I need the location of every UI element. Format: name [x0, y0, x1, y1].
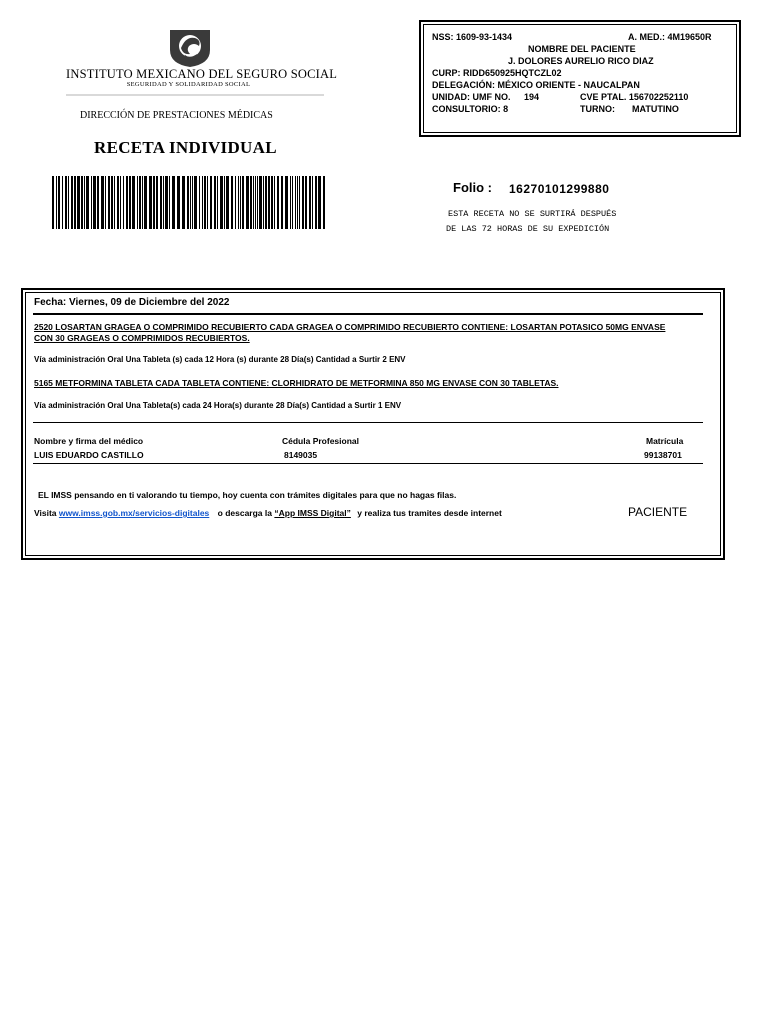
visit-middle: o descarga la	[217, 508, 272, 518]
imss-eagle-logo-icon	[168, 28, 212, 68]
barcode-bar	[323, 176, 325, 229]
barcode-bar	[163, 176, 164, 229]
barcode-bar	[253, 176, 254, 229]
barcode-bar	[169, 176, 170, 229]
barcode-bar	[144, 176, 147, 229]
barcode-bar	[93, 176, 96, 229]
patient-name-label: NOMBRE DEL PACIENTE	[528, 44, 636, 54]
barcode-bar	[165, 176, 168, 229]
barcode-bar	[240, 176, 241, 229]
patient-consultorio: CONSULTORIO: 8	[432, 104, 509, 114]
barcode-bar	[312, 176, 313, 229]
doctor-name: LUIS EDUARDO CASTILLO	[34, 450, 144, 460]
barcode-bar	[77, 176, 80, 229]
barcode-bar	[250, 176, 252, 229]
barcode-bar	[309, 176, 311, 229]
medication-1-title-line-2: CON 30 GRAGEAS O COMPRIMIDOS RECUBIERTOS.	[34, 333, 250, 343]
barcode-bar	[217, 176, 218, 229]
barcode-bar	[263, 176, 264, 229]
institution-name: INSTITUTO MEXICANO DEL SEGURO SOCIAL	[66, 67, 338, 81]
barcode-bar	[129, 176, 131, 229]
barcode-bar	[68, 176, 69, 229]
barcode-bar	[210, 176, 212, 229]
barcode-bar	[220, 176, 223, 229]
barcode-bar	[285, 176, 288, 229]
date-divider	[33, 313, 703, 315]
barcode-bar	[177, 176, 180, 229]
visit-suffix: y realiza tus tramites desde internet	[357, 508, 502, 518]
patient-delegacion: DELEGACIÓN: MÉXICO ORIENTE - NAUCALPAN	[432, 80, 640, 90]
medication-2-title: 5165 METFORMINA TABLETA CADA TABLETA CONTIENE: CLORHIDRATO DE METFORMINA 850 MG ENVASE CON 30 TABLETAS.	[34, 378, 559, 388]
barcode-bar	[224, 176, 225, 229]
barcode-bar	[226, 176, 229, 229]
barcode-bar	[259, 176, 262, 229]
barcode-bar	[290, 176, 291, 229]
direction-heading: DIRECCIÓN DE PRESTACIONES MÉDICAS	[80, 110, 273, 121]
patient-nss: NSS: 1609-93-1434	[432, 32, 513, 42]
copy-label: PACIENTE	[628, 505, 688, 519]
barcode-bar	[139, 176, 141, 229]
visit-prefix: Visita	[34, 508, 57, 518]
institution-subtitle: SEGURIDAD Y SOLIDARIDAD SOCIAL	[126, 81, 251, 88]
barcode-bar	[231, 176, 233, 229]
barcode-bar	[207, 176, 208, 229]
matricula-label: Matrícula	[646, 436, 684, 446]
app-imss-digital: “App IMSS Digital”	[274, 508, 351, 518]
barcode-bar	[132, 176, 135, 229]
barcode-bar	[105, 176, 106, 229]
matricula-number: 99138701	[644, 450, 682, 460]
barcode-bar	[274, 176, 275, 229]
patient-turno-value: MATUTINO	[632, 104, 679, 114]
barcode-bar	[199, 176, 200, 229]
barcode-bar	[271, 176, 273, 229]
cedula-number: 8149035	[284, 450, 318, 460]
barcode-bar	[257, 176, 258, 229]
barcode-bar	[202, 176, 203, 229]
barcode-bar	[305, 176, 307, 229]
patient-unidad-value: 194	[524, 92, 540, 102]
cedula-label: Cédula Profesional	[282, 436, 359, 446]
barcode-bar	[91, 176, 92, 229]
barcode-bar	[117, 176, 119, 229]
barcode-bar	[235, 176, 236, 229]
barcode-bar	[65, 176, 67, 229]
barcode-bar	[194, 176, 197, 229]
patient-curp: CURP: RIDD650925HQTCZL02	[432, 68, 562, 78]
patient-info-box	[419, 20, 741, 137]
barcode-bar	[114, 176, 115, 229]
barcode-bar	[52, 176, 54, 229]
barcode-bar	[74, 176, 76, 229]
barcode-bar	[71, 176, 73, 229]
barcode-bar	[182, 176, 185, 229]
barcode-bar	[126, 176, 128, 229]
barcode-bar	[246, 176, 249, 229]
barcode-bar	[315, 176, 317, 229]
barcode-bar	[108, 176, 110, 229]
barcode-bar	[56, 176, 57, 229]
barcode-bar	[86, 176, 89, 229]
barcode-bar	[297, 176, 298, 229]
doctor-name-label: Nombre y firma del médico	[34, 436, 144, 446]
signature-divider	[33, 463, 703, 464]
barcode-bar	[187, 176, 189, 229]
barcode-bar	[156, 176, 158, 229]
barcode-bar	[84, 176, 85, 229]
barcode-bar	[281, 176, 283, 229]
folio-label: Folio :	[453, 180, 492, 195]
visit-line	[34, 508, 502, 518]
barcode-bar	[292, 176, 293, 229]
barcode-bar	[153, 176, 155, 229]
barcode-bar	[62, 176, 63, 229]
patient-unidad-label: UNIDAD: UMF NO.	[432, 92, 511, 102]
barcode-bar	[214, 176, 216, 229]
barcode-bar	[242, 176, 244, 229]
patient-cve-ptal: CVE PTAL. 156702252110	[580, 92, 689, 102]
barcode-bar	[142, 176, 143, 229]
barcode-bar	[149, 176, 152, 229]
imss-services-link[interactable]: www.imss.gob.mx/servicios-digitales	[58, 508, 210, 518]
patient-turno-label: TURNO:	[580, 104, 615, 114]
barcode-bar	[255, 176, 256, 229]
barcode-bar	[58, 176, 60, 229]
barcode-bar	[120, 176, 121, 229]
barcode-bar	[123, 176, 124, 229]
barcode-bar	[302, 176, 304, 229]
barcode-bar	[299, 176, 300, 229]
validity-note-line-2: DE LAS 72 HORAS DE SU EXPEDICIÓN	[446, 224, 610, 234]
barcode-bar	[111, 176, 113, 229]
barcode-bar	[192, 176, 193, 229]
imss-digital-message: EL IMSS pensando en ti valorando tu tiempo, hoy cuenta con trámites digitales para que no hagas filas.	[38, 490, 457, 500]
barcode-bar	[318, 176, 321, 229]
prescription-date: Fecha: Viernes, 09 de Diciembre del 2022	[34, 297, 230, 308]
barcode	[52, 176, 325, 229]
barcode-bar	[238, 176, 239, 229]
barcode-bar	[101, 176, 104, 229]
barcode-bar	[277, 176, 279, 229]
barcode-bar	[137, 176, 138, 229]
patient-name: J. DOLORES AURELIO RICO DIAZ	[508, 56, 654, 66]
barcode-bar	[268, 176, 270, 229]
patient-a-med: A. MED.: 4M19650R	[628, 32, 712, 42]
validity-note-line-1: ESTA RECETA NO SE SURTIRÁ DESPUÉS	[448, 209, 617, 219]
barcode-bar	[295, 176, 296, 229]
barcode-bar	[190, 176, 191, 229]
barcode-bar	[81, 176, 83, 229]
medication-1-instructions: Vía administración Oral Una Tableta (s) cada 12 Hora (s) durante 28 Día(s) Cantidad a Surtir 2 ENV	[34, 355, 406, 364]
document-title: RECETA INDIVIDUAL	[94, 138, 277, 157]
medication-1-title-line-1: 2520 LOSARTAN GRAGEA O COMPRIMIDO RECUBIERTO CADA GRAGEA O COMPRIMIDO RECUBIERTO CONTIENE: LOSARTAN POTASICO 50MG ENVASE	[34, 322, 666, 332]
header-divider	[66, 94, 324, 96]
barcode-bar	[204, 176, 206, 229]
barcode-bar	[265, 176, 267, 229]
folio-number: 16270101299880	[509, 182, 610, 196]
medication-2-instructions: Vía administración Oral Una Tableta(s) cada 24 Hora(s) durante 28 Día(s) Cantidad a Surtir 1 ENV	[34, 401, 402, 410]
medications-divider	[33, 422, 703, 423]
barcode-bar	[172, 176, 175, 229]
barcode-bar	[160, 176, 162, 229]
barcode-bar	[97, 176, 99, 229]
patient-info-inner-border	[423, 24, 737, 133]
